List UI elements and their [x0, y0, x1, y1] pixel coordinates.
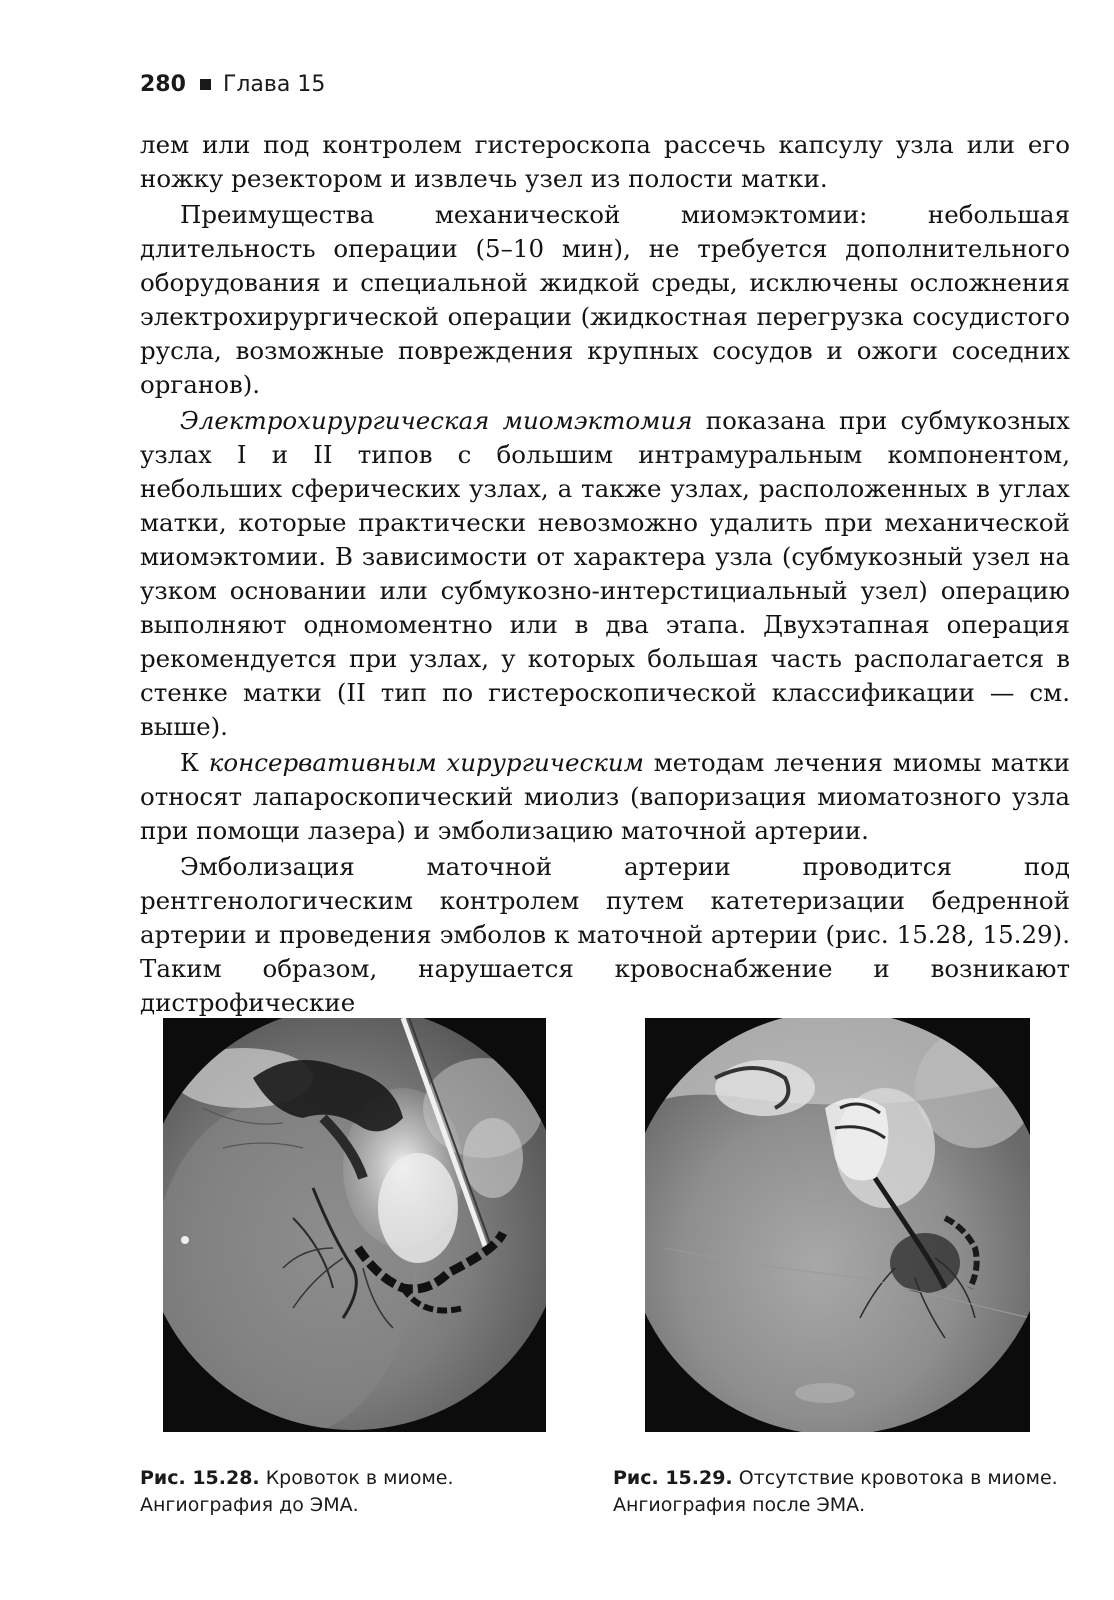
- angiography-before-image: [163, 1018, 546, 1432]
- text-run: показана при субмукозных узлах I и II типов с большим интрамуральным компонентом, небольших сферических узлах, а также узлах, расположенных в углах матки, которые практически невозможно удалить при механической миомэктомии. В зависимости от характера узла (субмукозный узел на узком основании или субмукозно-интерстициальный узел) операцию выполняют одномоментно или в два этапа. Двухэтапная операция рекомендуется при узлах, у которых большая часть располагается в стенке матки (II тип по гистероскопической классификации — см. выше).: [140, 406, 1070, 741]
- text-run: Эмболизация маточной артерии проводится под рентгенологическим контролем путем катетеризации бедренной артерии и проведения эмболов к маточной артерии (рис. 15.28, 15.29). Таким образом, нарушается кровоснабжение и возникают дистрофические: [140, 852, 1070, 1017]
- running-header: [140, 72, 325, 97]
- caption-label: Рис. 15.28.: [140, 1467, 260, 1489]
- caption-label: Рис. 15.29.: [613, 1467, 733, 1489]
- paragraph: [140, 128, 1070, 196]
- text-run: К: [180, 748, 209, 777]
- chapter-title: Глава 15: [222, 72, 326, 97]
- paragraph: [140, 850, 1070, 1020]
- text-run: методам лечения миомы матки относят лапароскопический миолиз (вапоризация миоматозного узла при помощи лазера) и эмболизацию маточной артерии.: [140, 748, 1071, 845]
- text-run: лем или под контролем гистероскопа рассечь капсулу узла или его ножку резектором и извлечь узел из полости матки.: [140, 130, 1070, 193]
- page-number: 280: [140, 72, 186, 97]
- figure-15-28: [163, 1018, 546, 1432]
- body-text: [140, 128, 1070, 1022]
- italic-term: Электрохирургическая миомэктомия: [180, 406, 693, 435]
- paragraph: [140, 198, 1070, 402]
- paragraph: [140, 746, 1070, 848]
- square-bullet-icon: [200, 79, 211, 90]
- angiography-after-image: [645, 1018, 1030, 1432]
- figure-caption-15-29: [613, 1465, 1073, 1519]
- figure-caption-15-28: [140, 1465, 570, 1519]
- italic-term: консервативным хирургическим: [208, 748, 644, 777]
- caption-text: Кровоток в миоме. Ангиография до ЭМА.: [140, 1467, 454, 1516]
- paragraph: [140, 404, 1070, 744]
- figure-15-29: [645, 1018, 1030, 1432]
- caption-text: Отсутствие кровотока в миоме. Ангиография после ЭМА.: [613, 1467, 1058, 1516]
- text-run: Преимущества механической миомэктомии: небольшая длительность операции (5–10 мин), не требуется дополнительного оборудования и специальной жидкой среды, исключены осложнения электрохирургической операции (жидкостная перегрузка сосудистого русла, возможные повреждения крупных сосудов и ожоги соседних органов).: [140, 200, 1070, 399]
